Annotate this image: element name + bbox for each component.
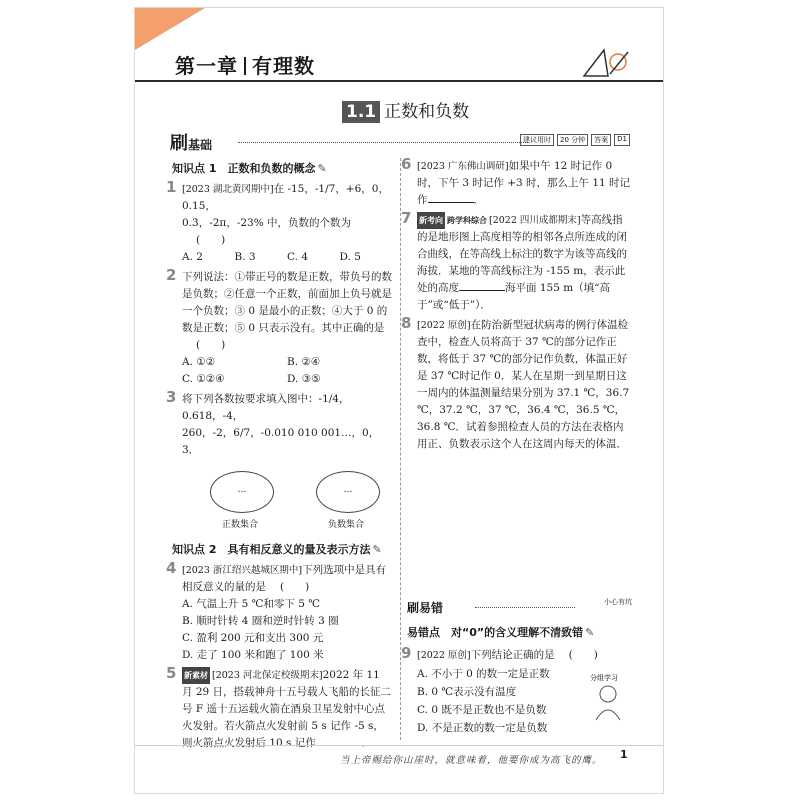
chapter-title <box>175 50 315 79</box>
section-title <box>342 97 469 123</box>
question-7: 7 新考向 跨学科综合 [2022 四川成都期末]等高线指的是地形图上高度相等的相邻各点所连成的闭合曲线，在等高线上标注的数字为该等高线的海拔．某地的等高线标注为 -155 m，表示此处的高度 海平面 155 m（填“高于”或“低于”）． <box>401 209 627 311</box>
question-3: 3 将下列各数按要求填入图中：-1/4，0.618，-4， 260，-2，6/7，-0.010 010 001…，0，3̇． … … 正数集合 负数集合 <box>172 391 392 537</box>
chapter-name: 有理数 <box>252 54 315 78</box>
section-number: 1.1 <box>342 101 380 123</box>
negative-set-label: 负数集合 <box>328 520 365 530</box>
question-2: 2 下列说法：①带正号的数是正数，带负号的数是负数；②任意一个正数，前面加上负号就是一个负数；③ 0 是最小的正数；④大于 0 的数是正数；⑤ 0 只表示没有。其中正确的是( ) A. ①② B. ②④ C. ①②④ D. ③⑤ <box>172 269 392 388</box>
svg-text:分组学习: 分组学习 <box>590 674 618 682</box>
basic-header <box>170 133 630 154</box>
q4-options: A. 气温上升 5 ℃和零下 5 ℃ B. 顺时针转 4 圈和逆时针转 3 圈 C. 盈利 200 元和支出 300 元 D. 走了 100 米和跑了 100 米 <box>182 598 339 661</box>
error-prone-header: 刷易错 小心有坑 <box>407 598 632 615</box>
student-sketch-icon <box>588 670 628 722</box>
question-5: 5 新素材 [2023 河北保定校级期末]2022 年 11 月 29 日，搭载神舟十五号载人飞船的长征二号 F 遥十五运载火箭在酒泉卫星发射中心点火发射。若火箭点火发射前 5 s 记作 -5 s，则火箭点火发射后 10 s 记作 ． <box>166 664 392 749</box>
pen-icon: ✎ <box>317 162 327 175</box>
geometry-tools-icon <box>580 46 630 78</box>
left-column <box>166 158 392 755</box>
set-diagram <box>182 465 392 537</box>
positive-set-label: 正数集合 <box>222 520 259 530</box>
error-point: 易错点 对“0”的含义理解不清致错 ✎ <box>407 626 595 639</box>
question-6: 6 [2023 广东佛山调研]如果中午 12 时记作 0 时，下午 3 时记作 +3 时，那么上午 11 时记作 ． <box>401 155 631 206</box>
question-9: 9 [2022 原创]下列结论正确的是 ( ) A. 不小于 0 的数一定是正数 B. 0 ℃表示没有温度 C. 0 既不是正数也不是负数 D. 不是正数的数一定是负数 <box>407 646 632 737</box>
right-column <box>401 155 632 456</box>
question-8: 8 [2022 原创]在防治新型冠状病毒的例行体温检查中，检查人员将高于 37 ℃的部分记作正数，将低于 37 ℃的部分记作负数，体温正好是 37 ℃时记作 0．某人在星期一到星期日这一周内的体温测量结果分别为 37.1 ℃，36.7 ℃，37.2 ℃，37 ℃，36.4 ℃，36.5 ℃，36.8 ℃．试着参照检查人员的方法在表格内用正、负数表示这个人在这周内每天的体温． <box>401 314 630 450</box>
section-name: 正数和负数 <box>384 102 470 122</box>
footer-quote: 当上帝赐给你山崖时，就意味着，他要你成为高飞的鹰。 <box>340 755 603 766</box>
q1-options: A. 2 B. 3 C. 4 D. 5 <box>182 251 361 263</box>
pen-icon: ✎ <box>372 543 382 556</box>
question-1: 1 [2023 湖北黄冈期中]在 -15，-1/7，+6，0，0.15， 0.3̇，-2π，-23% 中，负数的个数为( ) A. 2 B. 3 C. 4 D. 5 <box>172 181 392 266</box>
q9-options: A. 不小于 0 的数一定是正数 B. 0 ℃表示没有温度 C. 0 既不是正数也不是负数 D. 不是正数的数一定是负数 <box>417 668 550 734</box>
page-number: 1 <box>620 748 628 761</box>
basic-label: 刷基础 <box>170 133 213 154</box>
chapter-label: 第一章 <box>175 54 238 78</box>
caution-decoration: 小心有坑 <box>604 598 632 606</box>
negative-set-oval: … <box>316 471 380 513</box>
pen-icon: ✎ <box>585 626 595 639</box>
knowledge-point-2: 知识点 2 具有相反意义的量及表示方法 ✎ <box>172 543 382 556</box>
knowledge-point-1: 知识点 1 正数和负数的概念 ✎ <box>172 162 327 175</box>
q2-options: A. ①② B. ②④ C. ①②④ D. ③⑤ <box>182 356 321 385</box>
positive-set-oval: … <box>210 471 274 513</box>
question-4: 4 [2023 浙江绍兴越城区期中]下列选项中是具有相反意义的量的是 ( ) A. 气温上升 5 ℃和零下 5 ℃ B. 顺时针转 4 圈和逆时针转 3 圈 C. 盈利 200 元和支出 300 元 D. 走了 100 米和跑了 100 米 <box>172 562 392 664</box>
time-box: 建议用时 20 分钟 答案 D1 <box>520 134 630 146</box>
